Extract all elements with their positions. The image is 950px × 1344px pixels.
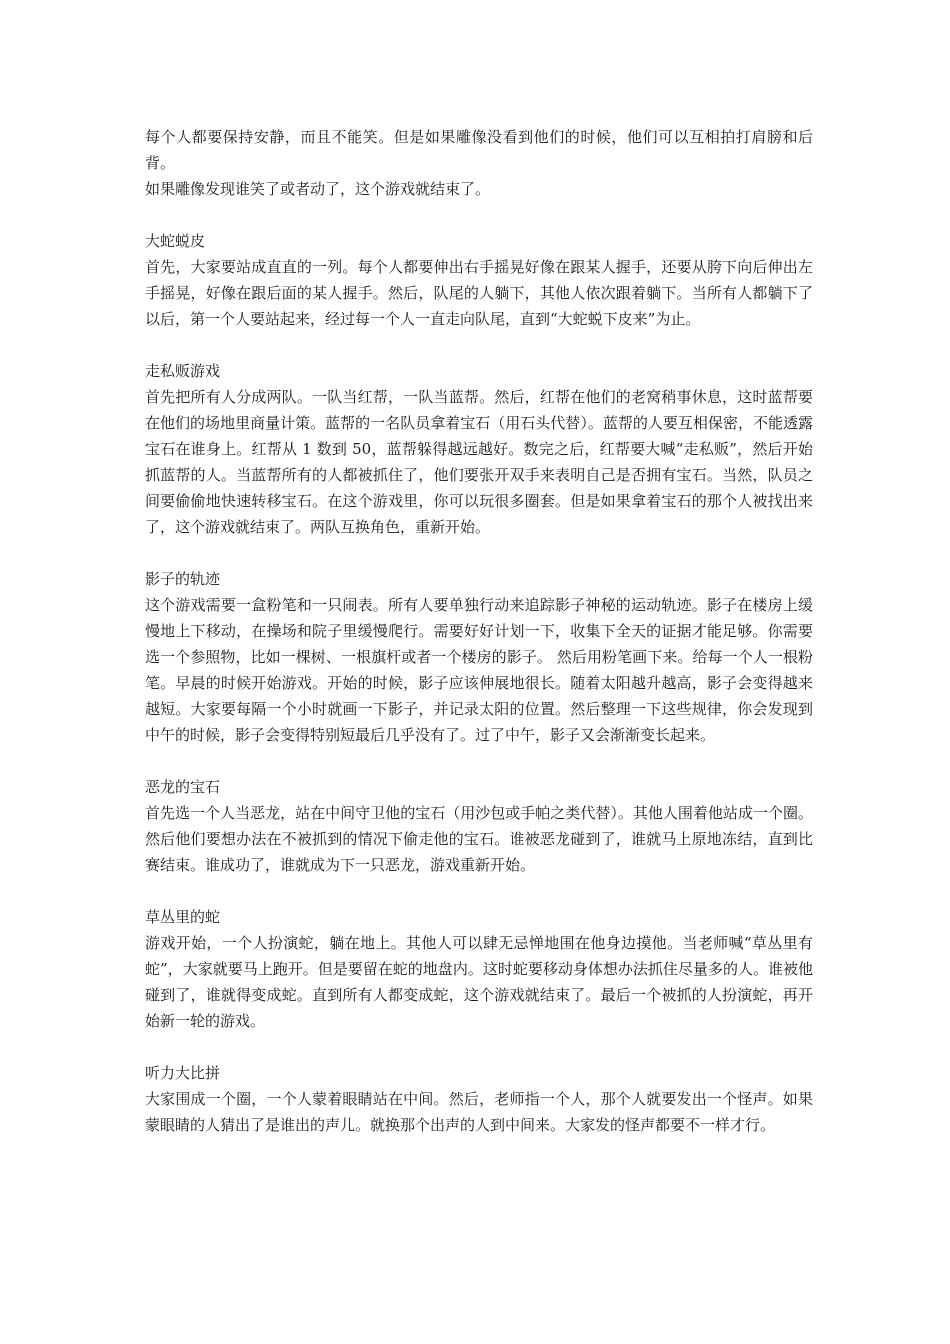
section-dragon-gem — [145, 774, 813, 878]
section-snake-in-grass — [145, 904, 813, 1034]
section-body: 大家围成一个圈，一个人蒙着眼睛站在中间。然后，老师指一个人，那个人就要发出一个怪声。如果蒙眼睛的人猜出了是谁出的声儿。就换那个出声的人到中间来。大家发的怪声都要不一样才行。 — [145, 1090, 813, 1134]
section-snake-shedding — [145, 228, 813, 332]
section-title: 走私贩游戏 — [145, 362, 221, 380]
section-body: 首先把所有人分成两队。一队当红帮，一队当蓝帮。然后，红帮在他们的老窝稍事休息，这时蓝帮要在他们的场地里商量计策。蓝帮的一名队员拿着宝石（用石头代替）。蓝帮的人要互相保密，不能透露宝石在谁身上。红帮从 1 数到 50，蓝帮躲得越远越好。数完之后，红帮要大喊“走私贩”，然后开始抓蓝帮的人。当蓝帮所有的人都被抓住了，他们要张开双手来表明自己是否拥有宝石。当然，队员之间要偷偷地快速转移宝石。在这个游戏里，你可以玩很多圈套。但是如果拿着宝石的那个人被找出来了，这个游戏就结束了。两队互换角色，重新开始。 — [145, 388, 813, 536]
spacer — [145, 202, 813, 228]
section-smuggler-game — [145, 358, 813, 540]
document-page — [145, 124, 813, 1138]
intro-paragraph-2: 如果雕像发现谁笑了或者动了，这个游戏就结束了。 — [145, 180, 491, 198]
section-title: 恶龙的宝石 — [145, 778, 221, 796]
section-title: 听力大比拼 — [145, 1064, 221, 1082]
section-body: 这个游戏需要一盒粉笔和一只闹表。所有人要单独行动来追踪影子神秘的运动轨迹。影子在楼房上缓慢地上下移动，在操场和院子里缓慢爬行。需要好好计划一下，收集下全天的证据才能足够。你需要选一个参照物，比如一棵树、一根旗杆或者一个楼房的影子。 然后用粉笔画下来。给每一个人一根粉笔。早晨的时候开始游戏。开始的时候，影子应该伸展地很长。随着太阳越升越高，影子会变得越来越短。大家要每隔一个小时就画一下影子，并记录太阳的位置。然后整理一下这些规律，你会发现到中午的时候，影子会变得特别短最后几乎没有了。过了中午，影子又会渐渐变长起来。 — [145, 596, 813, 744]
spacer — [145, 1034, 813, 1060]
section-title: 大蛇蜕皮 — [145, 232, 206, 250]
spacer — [145, 878, 813, 904]
intro-paragraph-1: 每个人都要保持安静，而且不能笑。但是如果雕像没看到他们的时候，他们可以互相拍打肩膀和后背。 — [145, 128, 813, 172]
section-title: 草丛里的蛇 — [145, 908, 221, 926]
section-body: 首先选一个人当恶龙，站在中间守卫他的宝石（用沙包或手帕之类代替）。其他人围着他站成一个圈。然后他们要想办法在不被抓到的情况下偷走他的宝石。谁被恶龙碰到了，谁就马上原地冻结，直到比赛结束。谁成功了，谁就成为下一只恶龙，游戏重新开始。 — [145, 804, 813, 874]
section-title: 影子的轨迹 — [145, 570, 221, 588]
spacer — [145, 748, 813, 774]
spacer — [145, 540, 813, 566]
section-body: 首先，大家要站成直直的一列。每个人都要伸出右手摇晃好像在跟某人握手，还要从胯下向后伸出左手摇晃，好像在跟后面的某人握手。然后，队尾的人躺下，其他人依次跟着躺下。当所有人都躺下了以后，第一个人要站起来，经过每一个人一直走向队尾，直到“大蛇蜕下皮来”为止。 — [145, 258, 813, 328]
section-shadow-trail — [145, 566, 813, 748]
section-body: 游戏开始，一个人扮演蛇，躺在地上。其他人可以肆无忌惮地围在他身边摸他。当老师喊“草丛里有蛇”，大家就要马上跑开。但是要留在蛇的地盘内。这时蛇要移动身体想办法抓住尽量多的人。谁被他碰到了，谁就得变成蛇。直到所有人都变成蛇，这个游戏就结束了。最后一个被抓的人扮演蛇，再开始新一轮的游戏。 — [145, 934, 813, 1030]
section-listening-contest — [145, 1060, 813, 1138]
spacer — [145, 332, 813, 358]
